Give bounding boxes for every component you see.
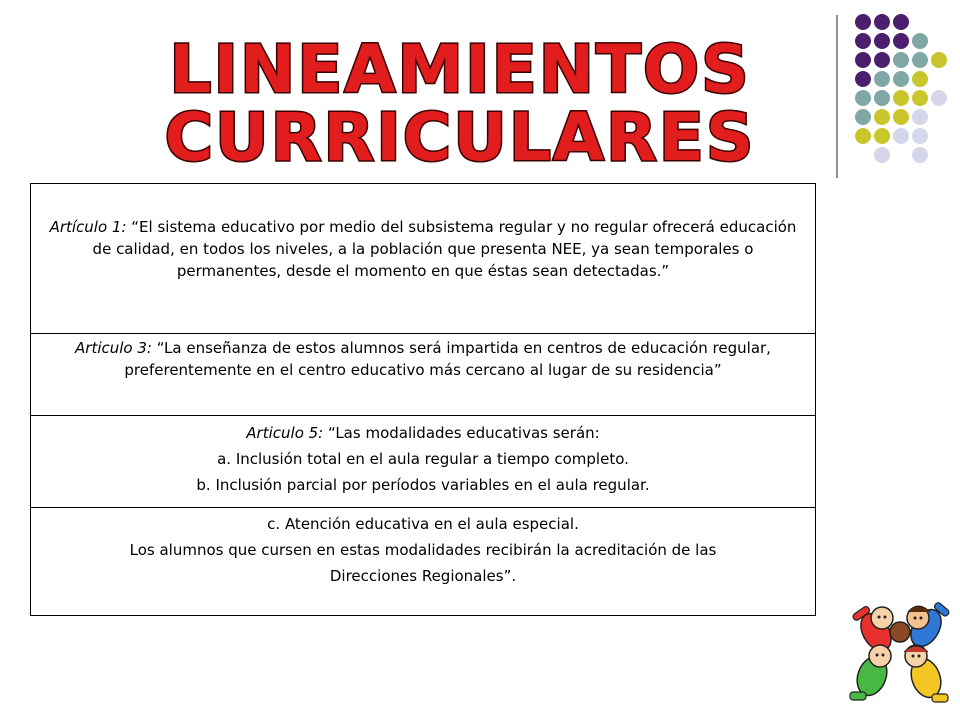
articulo-5-heading bbox=[41, 420, 805, 446]
title-line-2: CURRICULARES bbox=[164, 99, 756, 176]
dot-olive bbox=[874, 109, 890, 125]
dot-olive bbox=[893, 90, 909, 106]
dot-olive bbox=[931, 52, 947, 68]
dot-lavender bbox=[912, 109, 928, 125]
dot-lavender bbox=[874, 147, 890, 163]
children-holding-hands-icon bbox=[846, 592, 952, 710]
dot-teal bbox=[893, 71, 909, 87]
dot-lavender bbox=[912, 128, 928, 144]
dot-olive bbox=[912, 71, 928, 87]
dot-purple bbox=[855, 14, 871, 30]
dot-purple bbox=[874, 14, 890, 30]
dot-purple bbox=[855, 71, 871, 87]
dot-lavender bbox=[912, 147, 928, 163]
dot-teal bbox=[855, 109, 871, 125]
articulo-1-text: “El sistema educativo por medio del subsistema regular y no regular ofrecerá educación de calidad, en todos los niveles, a la población que presenta NEE, ya sean temporales o permanentes, desde el momento en que éstas sean detectadas.” bbox=[92, 218, 797, 280]
table-row-articulo-5 bbox=[31, 416, 815, 508]
dot-purple bbox=[893, 14, 909, 30]
page-title bbox=[164, 30, 756, 176]
dot-teal bbox=[855, 90, 871, 106]
articles-table bbox=[30, 183, 816, 616]
dot-olive bbox=[912, 90, 928, 106]
dot-olive bbox=[855, 128, 871, 144]
articulo-5-closing-line-2: Direcciones Regionales”. bbox=[329, 567, 517, 585]
articulo-5-item-c: c. Atención educativa en el aula especial. bbox=[267, 515, 579, 533]
dot-purple bbox=[855, 52, 871, 68]
dot-teal bbox=[874, 90, 890, 106]
decorative-divider bbox=[836, 15, 838, 178]
table-row-articulo-3 bbox=[31, 334, 815, 416]
articulo-1-label: Artículo 1: bbox=[49, 218, 127, 236]
articulo-3-text: “La enseñanza de estos alumnos será impartida en centros de educación regular, preferentemente en el centro educativo más cercano al lugar de su residencia” bbox=[124, 339, 771, 379]
articulo-5-text: “Las modalidades educativas serán: bbox=[323, 424, 600, 442]
dot-olive bbox=[874, 128, 890, 144]
dot-purple bbox=[855, 33, 871, 49]
table-row-articulo-5-cont bbox=[31, 508, 815, 615]
dot-lavender bbox=[931, 90, 947, 106]
dot-teal bbox=[874, 71, 890, 87]
articulo-5-item-a: a. Inclusión total en el aula regular a tiempo completo. bbox=[217, 450, 629, 468]
dot-teal bbox=[893, 52, 909, 68]
dot-teal bbox=[912, 33, 928, 49]
articulo-3-paragraph bbox=[41, 337, 805, 381]
articulo-1-paragraph bbox=[41, 216, 805, 282]
table-row-articulo-1 bbox=[31, 184, 815, 334]
decorative-dot-grid bbox=[852, 14, 952, 164]
articulo-5-label: Articulo 5: bbox=[246, 424, 324, 442]
dot-purple bbox=[874, 52, 890, 68]
dot-olive bbox=[893, 109, 909, 125]
dot-lavender bbox=[893, 128, 909, 144]
dot-teal bbox=[912, 52, 928, 68]
dot-purple bbox=[874, 33, 890, 49]
articulo-3-label: Articulo 3: bbox=[75, 339, 152, 357]
articulo-5-item-b: b. Inclusión parcial por períodos variables en el aula regular. bbox=[196, 476, 650, 494]
articulo-5-closing-line-1: Los alumnos que cursen en estas modalidades recibirán la acreditación de las bbox=[129, 541, 717, 559]
title-line-1: LINEAMIENTOS bbox=[169, 31, 751, 108]
dot-purple bbox=[893, 33, 909, 49]
